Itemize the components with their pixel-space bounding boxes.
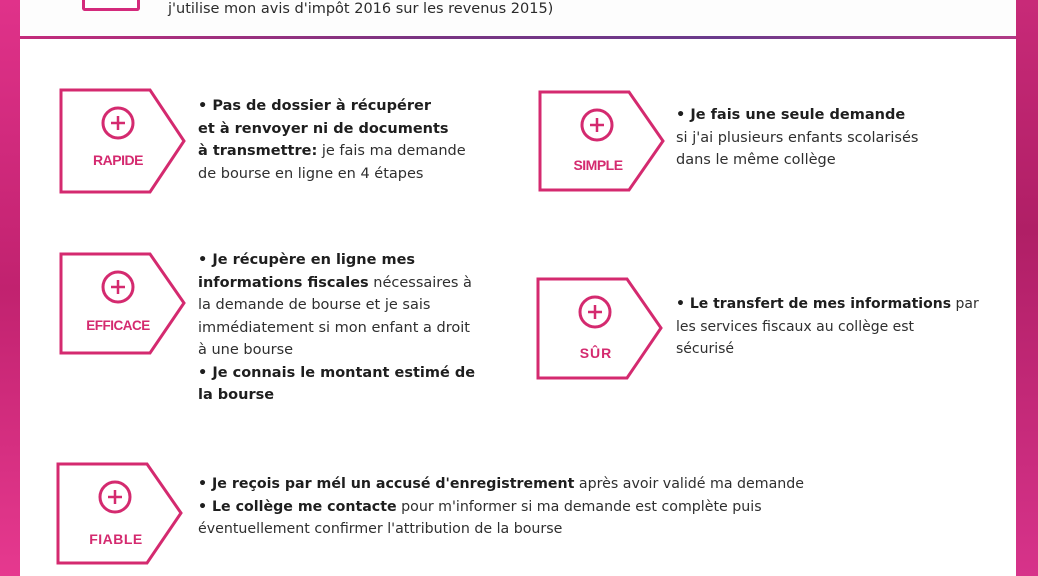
tag-simple xyxy=(537,89,687,199)
tag-shape-icon xyxy=(537,89,687,199)
tag-fiable xyxy=(55,461,205,571)
header-text: j'utilise mon avis d'impôt 2016 sur les revenus 2015) xyxy=(168,1,554,17)
item-text-rapide: • Pas de dossier à récupérer et à renvoyer ni de documents à transmettre: je fais ma demande de bourse en ligne en 4 étapes xyxy=(198,98,466,182)
tag-sur xyxy=(535,276,685,386)
header-badge xyxy=(82,0,140,11)
right-decorative-strip xyxy=(1016,0,1038,576)
tag-label: RAPIDE xyxy=(93,152,143,168)
tag-shape-icon xyxy=(58,87,208,197)
header-band xyxy=(20,0,1016,36)
item-text-sur: • Le transfert de mes informations par les services fiscaux au collège est sécurisé xyxy=(676,296,979,357)
tag-label: FIABLE xyxy=(89,531,143,547)
tag-label: SÛR xyxy=(579,345,613,361)
content-panel xyxy=(20,36,1016,576)
tag-label: EFFICACE xyxy=(86,318,150,333)
tag-label: SIMPLE xyxy=(573,157,623,173)
tag-shape-icon xyxy=(55,461,205,571)
tag-efficace xyxy=(58,251,208,361)
item-text-fiable: • Je reçois par mél un accusé d'enregistrement après avoir validé ma demande • Le collège me contacte pour m'informer si ma demande est complète puis éventuellement confirmer l'attribution de la bourse xyxy=(198,476,805,537)
tag-shape-icon xyxy=(58,251,208,361)
tag-rapide xyxy=(58,87,208,197)
item-text-simple: • Je fais une seule demande si j'ai plusieurs enfants scolarisés dans le même collège xyxy=(676,107,919,168)
item-text-efficace: • Je récupère en ligne mes informations fiscales nécessaires à la demande de bourse et je sais immédiatement si mon enfant a droit à une bourse • Je connais le montant estimé de la bourse xyxy=(198,252,476,403)
tag-shape-icon xyxy=(535,276,685,386)
